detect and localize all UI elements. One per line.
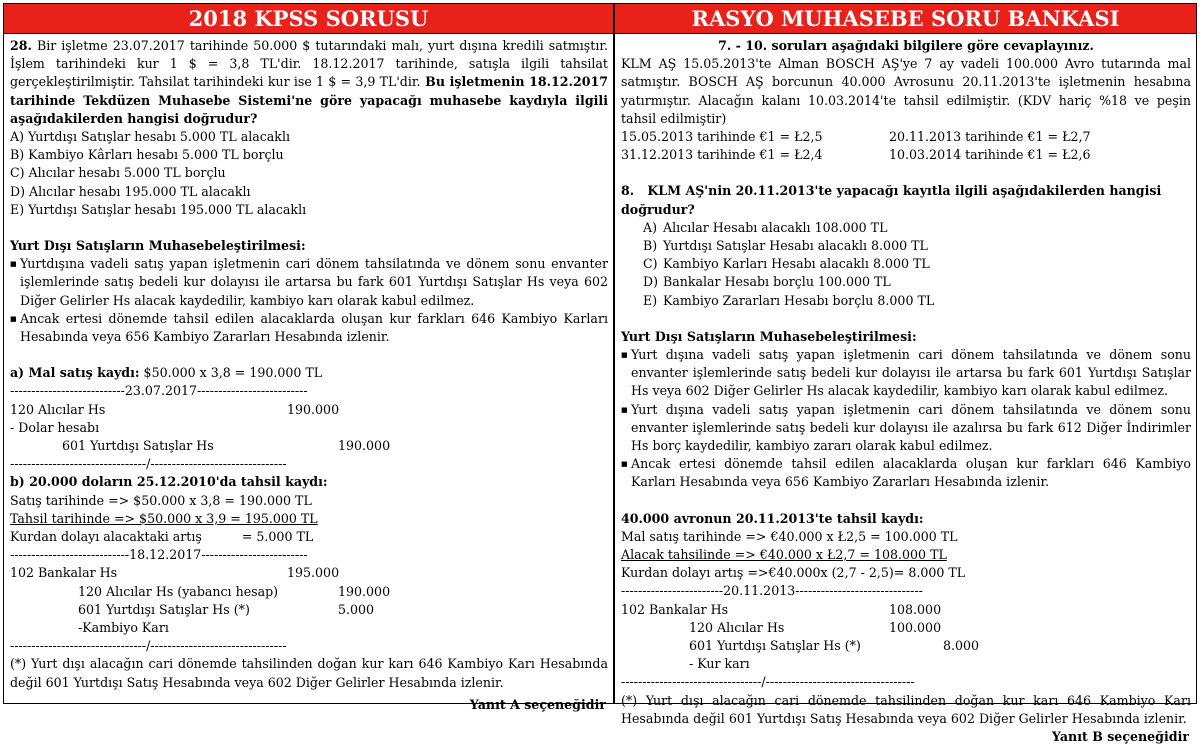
option-d: D) Alıcılar hesabı 195.000 TL alacaklı [10,183,251,199]
journal-date-line: ---------------------------23.07.2017-------------------------- [10,383,308,399]
journal-sub-row: - Dolar hesabı [10,419,100,435]
journal-credit-row: 601 Yurtdışı Satışlar Hs (*) 8.000 [689,638,980,654]
bullet-item: ■ Yurt dışına vadeli satış yapan işletmenin cari dönem tahsilatında ve dönem sonu envanter işlemlerinde satış bedeli kur dolayısı ile azalırsa bu fark 612 Diğer İndirimler Hs borç kaydedilir, kambiyo zararı olarak kabul edilmez. [621,401,1191,456]
left-header: 2018 KPSS SORUSU [4,4,613,34]
journal-credit-row: 120 Alıcılar Hs (yabancı hesap) 190.000 [78,583,391,599]
journal-date-line: ----------------------------18.12.2017------------------------- [10,547,308,563]
option-c: C) Alıcılar hesabı 5.000 TL borçlu [10,165,226,181]
question-bold: Bu işletmenin 18.12.2017 tarihinde Tekdüzen Muhasebe Sistemi'ne göre yapacağı muhasebe kaydıyla ilgili aşağıdakilerden hangisi doğrudur? [10,74,609,126]
option-b: B) Kambiyo Kârları hesabı 5.000 TL borçlu [10,147,284,163]
left-column [4,4,615,712]
option-c: C) Kambiyo Karları Hesabı alacaklı 8.000 TL [643,256,930,272]
journal-close-line: ---------------------------------/----------------------------------- [621,674,915,690]
option-e: E) Yurtdışı Satışlar hesabı 195.000 TL alacaklı [10,201,307,217]
question-number: 8. [621,183,635,199]
journal-credit-row: 601 Yurtdışı Satışlar Hs 190.000 [62,438,391,454]
calc-line: Satış tarihinde => $50.000 x 3,8 = 190.000 TL [10,492,312,508]
journal-debit-row: 120 Alıcılar Hs 190.000 [10,401,340,417]
right-header: RASYO MUHASEBE SORU BANKASI [615,4,1196,34]
journal-sub-row: -Kambiyo Karı [78,620,169,635]
journal-debit-row: 102 Bankalar Hs 195.000 [10,565,340,581]
journal-close-line: --------------------------------/-------------------------------- [10,456,287,472]
bullet-item: ■ Yurtdışına vadeli satış yapan işletmenin cari dönem tahsilatında ve dönem sonu envanter işlemlerinde satış bedeli kur dolayısı ile artarsa bu fark 601 Yurtdışı Satışlar Hs veya 602 Diğer Gelirler Hs alacak kaydedilir, kambiyo karı olarak kabul edilmez. [10,255,608,310]
rate-row: 15.05.2013 tarihinde €1 = Ł2,5 20.11.2013 tarihinde €1 = Ł2,7 [621,129,1091,145]
option-list [621,219,1191,310]
calc-line: Tahsil tarihinde => $50.000 x 3,9 = 195.000 TL [10,510,318,526]
journal-credit-row: 601 Yurtdışı Satışlar Hs (*) 5.000 [78,601,375,617]
option-a: A) Yurtdışı Satışlar hesabı 5.000 TL alacaklı [10,129,290,145]
journal-date-line: ------------------------20.11.2013------------------------------ [621,583,923,599]
bullet-item: ■ Ancak ertesi dönemde tahsil edilen alacaklarda oluşan kur farkları 646 Kambiyo Karları Hesabında veya 656 Kambiyo Zararları Hesabında izlenir. [621,455,1191,491]
question-number: 28. [10,38,32,53]
bullet-item: ■ Yurt dışına vadeli satış yapan işletmenin cari dönem tahsilatında ve dönem sonu envanter işlemlerinde satış bedeli kur dolayısı ile artarsa bu fark 601 Yurtdışı Satışlar Hs veya 602 Diğer Gelirler Hs alacak kaydedilir, kambiyo karı olarak kabul edilmez. [621,346,1191,401]
calc-line: Mal satış tarihinde => €40.000 x Ł2,5 = 100.000 TL [621,528,958,544]
section-title: Yurt Dışı Satışların Muhasebeleştirilmesi: [621,328,917,344]
option-b: B) Yurtdışı Satışlar Hesabı alacaklı 8.000 TL [643,238,928,253]
question-plain: Bir işletme 23.07.2017 tarihinde 50.000 $ tutarındaki malı, yurt dışına kredili satmıştır. İşlem tarihindeki kur 1 $ = 3,8 TL'dir. 18.12.2017 tarihinde, satışla ilgili tahsilat gerçekleştirilmiştir. Tahsilat tarihindeki kur ise 1 $ = 3,9 TL'dir. [10,38,608,90]
journal-sub-row: - Kur karı [689,656,750,672]
comparison-table [3,3,1197,745]
intro-title: 7. - 10. soruları aşağıdaki bilgilere göre cevaplayınız. [718,38,1094,53]
option-a: A) Alıcılar Hesabı alacaklı 108.000 TL [643,219,888,235]
question-text: 8. KLM AŞ'nin 20.11.2013'te yapacağı kayıtla ilgili aşağıdakilerden hangisi doğrudur? [621,183,1162,217]
bullet-list [621,346,1191,492]
calc-line: Alacak tahsilinde => €40.000 x Ł2,7 = 108.000 TL [621,547,947,563]
footnote: (*) Yurt dışı alacağın cari dönemde tahsilinden doğan kur karı 646 Kambiyo Karı Hesabında değil 601 Yurtdışı Satış Hesabında veya 602 Diğer Gelirler Hesabında izlenir. [621,692,1191,726]
journal-credit-row: 120 Alıcılar Hs 100.000 [689,619,942,635]
entry-title: 40.000 avronun 20.11.2013'te tahsil kaydı: [621,510,924,526]
answer-text: Yanıt B seçeneğidir [1051,729,1189,745]
left-body [4,34,613,714]
answer-text: Yanıt A seçeneğidir [469,696,606,712]
section-title: Yurt Dışı Satışların Muhasebeleştirilmesi: [10,238,306,254]
bullet-item: ■ Ancak ertesi dönemde tahsil edilen alacaklarda oluşan kur farkları 646 Kambiyo Karları Hesabında veya 656 Kambiyo Zararları Hesabında izlenir. [10,310,608,346]
journal-close-line: --------------------------------/-------------------------------- [10,638,287,654]
bullet-list [10,255,608,346]
right-body [615,34,1196,746]
rate-row: 31.12.2013 tarihinde €1 = Ł2,4 10.03.2014 tarihinde €1 = Ł2,6 [621,147,1091,163]
option-list [10,128,608,219]
calc-line: Kurdan dolayı artış =>€40.000x (2,7 - 2,5)= 8.000 TL [621,565,966,581]
intro-text: KLM AŞ 15.05.2013'te Alman BOSCH AŞ'ye 7 ay vadeli 100.000 Avro tutarında mal satmıştır. BOSCH AŞ borcunun 40.000 Avrosunu 20.11.2013'te işletmenin hesabına yatırmıştır. Alacağın kalanı 10.03.2014'te tahsil edilmiştir. (KDV hariç %18 ve peşin tahsil edilmiştir) [621,56,1191,126]
journal-debit-row: 102 Bankalar Hs 108.000 [621,601,942,617]
option-e: E) Kambiyo Zararları Hesabı borçlu 8.000 TL [643,292,935,308]
question-text [10,37,608,128]
calc-line: Kurdan dolayı alacaktaki artış = 5.000 TL [10,529,314,545]
option-d: D) Bankalar Hesabı borçlu 100.000 TL [643,274,891,290]
entry-a-title: a) Mal satış kaydı: $50.000 x 3,8 = 190.000 TL [10,365,323,381]
right-column [615,4,1196,745]
footnote: (*) Yurt dışı alacağın cari dönemde tahsilinden doğan kur karı 646 Kambiyo Karı Hesabında değil 601 Yurtdışı Satış Hesabında veya 602 Diğer Gelirler Hesabında izlenir. [10,656,608,690]
entry-b-title: b) 20.000 doların 25.12.2010'da tahsil kaydı: [10,474,328,490]
